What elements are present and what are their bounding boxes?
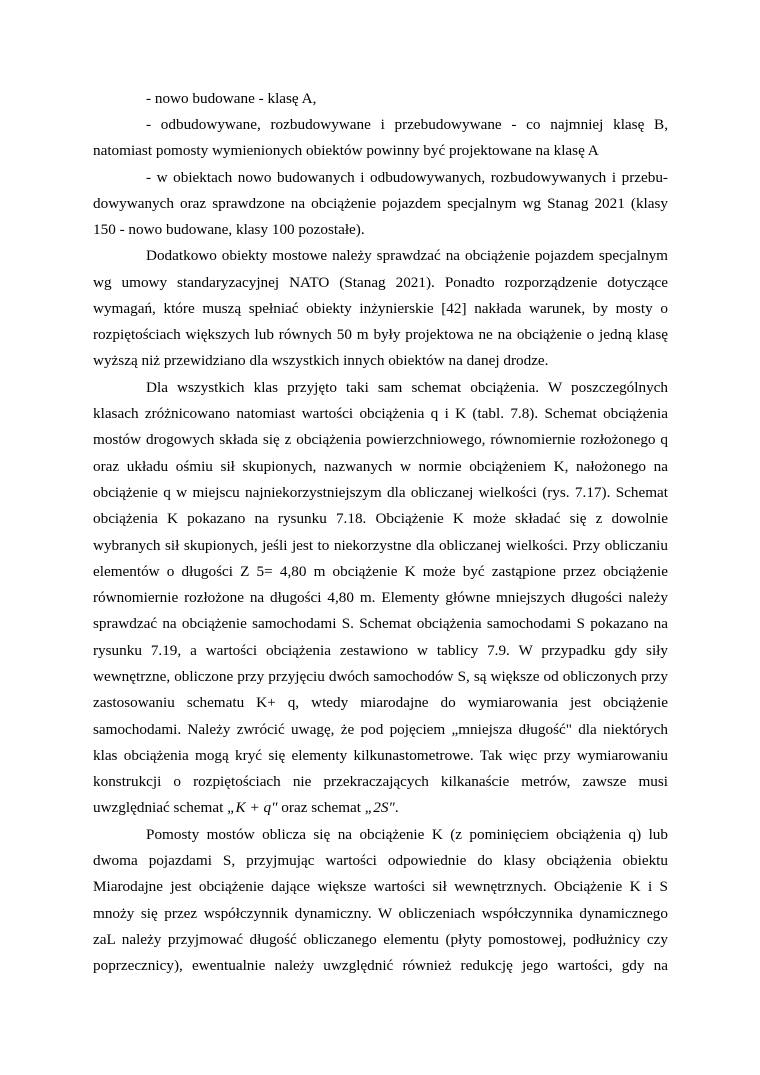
text-line: mnoży się przez współczynnik dynamiczny. W obliczeniach współczynnika dynamicznego [93,905,668,922]
text-line: obciążenie q w miejscu najniekorzystniejszym dla obliczanej wielkości (rys. 7.17). Schemat [93,484,668,501]
text-line: sprawdzać na obciążenie samochodami S. Schemat obciążenia samochodami S pokazano na [93,615,668,632]
text-line: obciążenia K pokazano na rysunku 7.18. Obciążenie K może składać się z dowolnie [93,510,668,527]
text-line: oraz układu ośmiu sił skupionych, nazwanych w normie obciążeniem K, nałożonego na [93,458,668,475]
text-line: Pomosty mostów oblicza się na obciążenie K (z pominięciem obciążenia q) lub [146,826,668,843]
text-line: 150 - nowo budowane, klasy 100 pozostałe). [93,221,365,238]
text-line: klas obciążenia mogą kryć się elementy kilkunastometrowe. Tak więc przy wymiarowaniu [93,747,668,764]
text-line: konstrukcji o rozpiętościach nie przekraczających kilkanaście metrów, zawsze musi [93,773,668,790]
text-line: Dla wszystkich klas przyjęto taki sam schemat obciążenia. W poszczególnych [146,379,668,396]
schema-line-prefix: uwzględniać schemat [93,799,228,816]
text-line: wymagań, które muszą spełniać obiekty inżynierskie [42] nakłada warunek, by mosty o [93,300,668,317]
text-line: zaL należy przyjmować długość obliczanego elementu (płyty pomostowej, podłużnicy czy [93,931,668,948]
text-line: klasach zróżnicowano natomiast wartości obciążenia q i K (tabl. 7.8). Schemat obciążenia [93,405,668,422]
text-line: mostów drogowych składa się z obciążenia powierzchniowego, równomiernie rozłożonego q [93,431,668,448]
text-line: wyższą niż przewidziano dla wszystkich innych obiektów na danej drodze. [93,352,549,369]
text-line: poprzecznicy), ewentualnie należy uwzględnić również redukcję jego wartości, gdy na [93,957,668,974]
text-line: wybranych sił skupionych, jeśli jest to niekorzystne dla obliczanej wielkości. Przy obliczaniu [93,537,668,554]
formula-2s: „2S" [364,799,395,816]
text-line: Miarodajne jest obciążenie dające większe wartości sił wewnętrznych. Obciążenie K i S [93,878,668,895]
schema-line-suffix: . [394,799,399,816]
text-line: dwoma pojazdami S, przyjmując wartości odpowiednie do klasy obciążenia obiektu [93,852,668,869]
formula-k-plus-q: „K + q" [227,799,278,816]
text-line: równomiernie rozłożone na długości 4,80 m. Elementy główne mniejszych długości należy [93,589,668,606]
text-line: zastosowaniu schematu K+ q, wtedy miarodajne do wymiarowania jest obciążenie [93,694,668,711]
text-line: dowywanych oraz sprawdzone na obciążenie pojazdem specjalnym wg Stanag 2021 (klasy [93,195,668,212]
text-line: - nowo budowane - klasę A, [146,90,317,107]
text-line: Dodatkowo obiekty mostowe należy sprawdzać na obciążenie pojazdem specjalnym [146,247,668,264]
text-line: wewnętrzne, obliczone przy przyjęciu dwóch samochodów S, są większe od obliczonych przy [93,668,668,685]
schema-line-middle: oraz schemat [277,799,365,816]
text-line: wg umowy standaryzacyjnej NATO (Stanag 2021). Ponadto rozporządzenie dotyczące [93,274,668,291]
text-line: - odbudowywane, rozbudowywane i przebudowywane - co najmniej klasę B, [146,116,668,133]
text-line: natomiast pomosty wymienionych obiektów powinny być projektowane na klasę A [93,142,599,159]
text-line: rysunku 7.19, a wartości obciążenia zestawiono w tablicy 7.9. W przypadku gdy siły [93,642,668,659]
text-line: rozpiętościach większych lub równych 50 m były projektowa ne na obciążenie o jedną klasę [93,326,668,343]
schema-line [93,795,668,821]
text-line: samochodami. Należy zwrócić uwagę, że pod pojęciem „mniejsza długość" dla niektórych [93,721,668,738]
text-line: - w obiektach nowo budowanych i odbudowywanych, rozbudowywanych i przebu- [146,169,668,186]
text-line: elementów o długości Z 5= 4,80 m obciążenie K może być zastąpione przez obciążenie [93,563,668,580]
